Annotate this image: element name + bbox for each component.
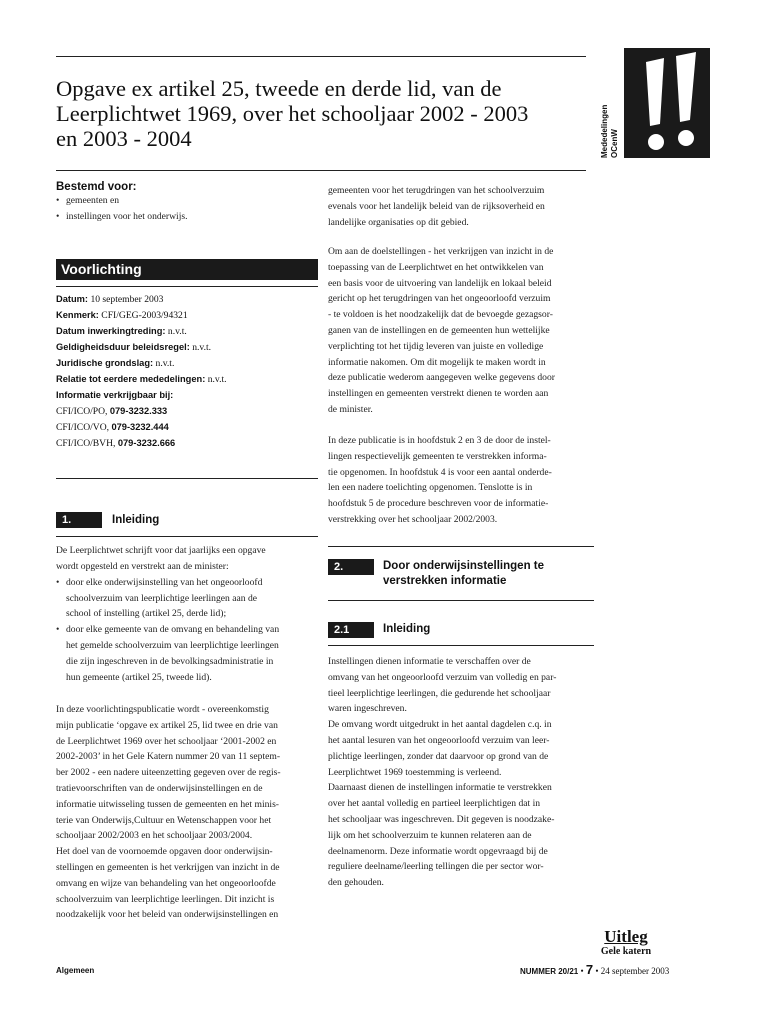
- text-line: verplichting tot het tijdig leveren van juiste en volledige: [328, 340, 544, 352]
- section-rule: [56, 478, 318, 479]
- text-line: In deze voorlichtingspublicatie wordt - overeenkomstig: [56, 704, 269, 715]
- exclamation-icon: [600, 48, 710, 158]
- text-line: Om aan de doelstellingen - het verkrijgen van inzicht in de: [328, 246, 554, 257]
- info-value: n.v.t.: [207, 374, 227, 385]
- text-line: evenals voor het landelijk beleid van de rijksoverheid en: [328, 200, 545, 212]
- contact-phone: 079-3232.666: [117, 438, 176, 448]
- section-number: 2.: [328, 559, 374, 575]
- text-line: een basis voor de uitvoering van landelijk en lokaal beleid: [328, 277, 552, 289]
- contact-dept: CFI/ICO/VO,: [56, 422, 112, 433]
- top-rule: [56, 56, 586, 57]
- section-number: 2.1: [328, 622, 374, 638]
- info-label: Datum:: [56, 294, 89, 304]
- text-line: landelijke organisaties op dit gebied.: [328, 216, 469, 228]
- brand-sub: Gele katern: [600, 946, 652, 957]
- text-line: tie opgenomen. In hoofdstuk 4 is voor een aantal onderde-: [328, 466, 552, 478]
- text-line: 2002-2003’ in het Gele Katern nummer 20 van 11 septem-: [56, 751, 281, 763]
- text-line: tieel leerplichtige leerlingen, die gedurende het schooljaar: [328, 687, 551, 699]
- mededelingen-logo: [600, 48, 710, 158]
- info-row: [56, 292, 318, 308]
- text-line: schoolverzuim van leerplichtige leerlingen. Dit inzicht is: [56, 893, 275, 905]
- info-row: [56, 308, 318, 324]
- info-value: n.v.t.: [192, 342, 212, 353]
- text-line: De Leerplichtwet schrijft voor dat jaarlijks een opgave: [56, 545, 266, 556]
- issue-number: NUMMER 20/21: [520, 967, 579, 976]
- right-para3: [328, 433, 598, 528]
- text-line: len een nadere toelichting opgenomen. Tenslotte is in: [328, 482, 533, 494]
- info-value: 10 september 2003: [90, 294, 164, 305]
- text-line: tratievoorschriften van de onderwijsinstellingen en de: [56, 782, 263, 794]
- logo-line: Mededelingen: [600, 104, 609, 158]
- contact-row: [56, 420, 318, 436]
- text-line: gericht op het terugdringen van het ongeoorloofd verzuim: [328, 293, 551, 305]
- title-line: Opgave ex artikel 25, tweede en derde lid, van de: [56, 76, 502, 101]
- info-value: CFI/GEG-2003/94321: [101, 310, 188, 321]
- text-line: Leerplichtwet 1969 toestemming is verleend.: [328, 766, 502, 778]
- info-label: Geldigheidsduur beleidsregel:: [56, 342, 190, 352]
- text-line: het aantal lesuren van het ongeoorloofd verzuim van leer-: [328, 734, 550, 746]
- info-row: [56, 372, 318, 388]
- right-para1: [328, 183, 598, 230]
- contact-row: [56, 404, 318, 420]
- text-line: verstrekking over het schooljaar 2002/2003.: [328, 513, 498, 525]
- title-line: Door onderwijsinstellingen te: [383, 560, 545, 572]
- contact-dept: CFI/ICO/PO,: [56, 406, 110, 417]
- left-column: [56, 180, 318, 225]
- separator: •: [578, 966, 586, 976]
- info-label: Kenmerk:: [56, 310, 99, 320]
- page-number: 7: [585, 962, 594, 977]
- text-line: den gehouden.: [328, 877, 384, 889]
- issue-date: • 24 september 2003: [593, 966, 670, 976]
- info-label: Informatie verkrijgbaar bij:: [56, 390, 174, 400]
- text-line: omvang van het ongeoorloofd verzuim van volledig en par-: [328, 671, 557, 683]
- section-title: [383, 559, 544, 589]
- footer-page-info: [520, 962, 669, 977]
- text-line: over het aantal volledig en partieel leerplichtigen dat in: [328, 798, 541, 810]
- info-row: [56, 324, 318, 340]
- info-label: Relatie tot eerdere mededelingen:: [56, 374, 206, 384]
- text-line: toepassing van de Leerplichtwet en het ontwikkelen van: [328, 261, 544, 273]
- text-line: informatie uitwisseling tussen de gemeenten en het minis-: [56, 798, 280, 810]
- text-line: lingen respectievelijk gemeenten te verstrekken informa-: [328, 450, 547, 462]
- voorlichting-rule: [56, 286, 318, 287]
- logo-line: OCenW: [610, 129, 619, 158]
- text-line: hoofdstuk 5 de procedure beschreven voor de informatie-: [328, 498, 549, 510]
- contact-phone: 079-3232.444: [111, 422, 169, 432]
- text-line: mijn publicatie ‘opgave ex artikel 25, lid twee en drie van: [56, 719, 278, 731]
- text-line: deze publicatie wederom aangegeven welke gegevens door: [328, 372, 555, 384]
- text-line: In deze publicatie is in hoofdstuk 2 en 3 de door de instel-: [328, 435, 551, 446]
- section-title: Inleiding: [112, 514, 160, 526]
- info-label: Datum inwerkingtreding:: [56, 326, 166, 336]
- section-rule: [328, 645, 594, 646]
- text-line: schoolverzuim van leerplichtige leerlingen aan de: [66, 592, 257, 604]
- uitleg-logo: [596, 928, 656, 957]
- text-line: de minister.: [328, 403, 373, 415]
- text-line: stellingen en gemeenten is het verkrijgen van inzicht in de: [56, 861, 280, 873]
- voorlichting-heading: Voorlichting: [56, 259, 318, 280]
- info-value: n.v.t.: [155, 358, 175, 369]
- text-line: die zijn ingeschreven in de bevolkingsadministratie in: [66, 655, 274, 667]
- text-line: gemeenten voor het terugdringen van het schoolverzuim: [328, 185, 545, 196]
- text-line: schooljaar 2002/2003 en het schooljaar 2003/2004.: [56, 830, 253, 842]
- right-para2: [328, 244, 598, 418]
- title-line: Leerplichtwet 1969, over het schooljaar 2002 - 2003: [56, 101, 529, 126]
- section-title: Inleiding: [383, 623, 431, 635]
- title-line: en 2003 - 2004: [56, 126, 192, 151]
- text-line: reguliere deelname/leerling tellingen die per sector wor-: [328, 861, 544, 873]
- text-line: ganen van de instellingen en de gemeenten hun wettelijke: [328, 324, 550, 336]
- contact-phone: 079-3232.333: [109, 406, 168, 416]
- text-line: noodzakelijk voor het beleid van onderwijsinstellingen en: [56, 909, 279, 921]
- contact-row: [56, 436, 318, 452]
- section1-body: [56, 543, 322, 686]
- section-rule: [328, 546, 594, 547]
- section-rule: [328, 600, 594, 601]
- bestemd-heading: Bestemd voor:: [56, 181, 137, 193]
- text-line: deelnamenorm. Deze informatie wordt opgevraagd bij de: [328, 845, 548, 857]
- info-value: n.v.t.: [167, 326, 187, 337]
- text-line: Het doel van de voornoemde opgaven door onderwijsin-: [56, 846, 273, 858]
- text-line: wordt opgesteld en verstrekt aan de minister:: [56, 560, 229, 572]
- text-line: omvang en wijze van behandeling van het ongeoorloofde: [56, 877, 276, 889]
- header-rule: [56, 170, 586, 171]
- info-row: [56, 356, 318, 372]
- section-number: 1.: [56, 512, 102, 528]
- text-line: Daarnaast dienen de instellingen informatie te verstrekken: [328, 782, 552, 794]
- text-line: ber 2002 - een nadere uiteenzetting gegeven over de regis-: [56, 767, 281, 779]
- footer-section: Algemeen: [56, 966, 95, 975]
- section21-body: [328, 654, 598, 891]
- info-row: [56, 388, 318, 404]
- text-line: lijk om het schoolverzuim te kunnen relateren aan de: [328, 829, 532, 841]
- text-line: plichtige leerlingen, zonder dat daarvoor op grond van de: [328, 750, 549, 762]
- title-line: verstrekken informatie: [383, 575, 507, 587]
- text-line: school of instelling (artikel 25, derde lid);: [66, 608, 227, 620]
- section-rule: [56, 536, 318, 537]
- info-label: Juridische grondslag:: [56, 358, 154, 368]
- bullet-line: • door elke gemeente van de omvang en behandeling van: [56, 622, 322, 638]
- text-line: hun gemeente (artikel 25, tweede lid).: [66, 671, 212, 683]
- text-line: informatie nakomen. Om dit mogelijk te maken wordt in: [328, 356, 546, 368]
- bestemd-item: • gemeenten en: [56, 193, 318, 209]
- section1-para2: [56, 702, 322, 923]
- text-line: het gemelde schoolverzuim van leerplichtige leerlingen: [66, 640, 279, 652]
- text-line: - te voldoen is het noodzakelijk dat de bevoegde gezagsor-: [328, 309, 553, 321]
- text-line: de Leerplichtwet 1969 over het schooljaar ‘2001-2002 en: [56, 735, 277, 747]
- text-line: instellingen en gemeenten verstrekt dienen te worden aan: [328, 388, 549, 400]
- contact-dept: CFI/ICO/BVH,: [56, 438, 118, 449]
- text-line: De omvang wordt uitgedrukt in het aantal dagdelen c.q. in: [328, 719, 552, 731]
- text-line: het schooljaar was ingeschreven. Dit gegeven is noodzake-: [328, 813, 555, 825]
- text-line: Instellingen dienen informatie te verschaffen over de: [328, 656, 531, 667]
- info-row: [56, 340, 318, 356]
- text-line: waren ingeschreven.: [328, 703, 407, 715]
- bullet-line: • door elke onderwijsinstelling van het ongeoorloofd: [56, 575, 322, 591]
- text-line: terie van Onderwijs,Cultuur en Wetenschappen voor het: [56, 814, 272, 826]
- page-title: [56, 76, 596, 151]
- brand-name: Uitleg: [604, 927, 648, 946]
- bestemd-item: • instellingen voor het onderwijs.: [56, 209, 318, 225]
